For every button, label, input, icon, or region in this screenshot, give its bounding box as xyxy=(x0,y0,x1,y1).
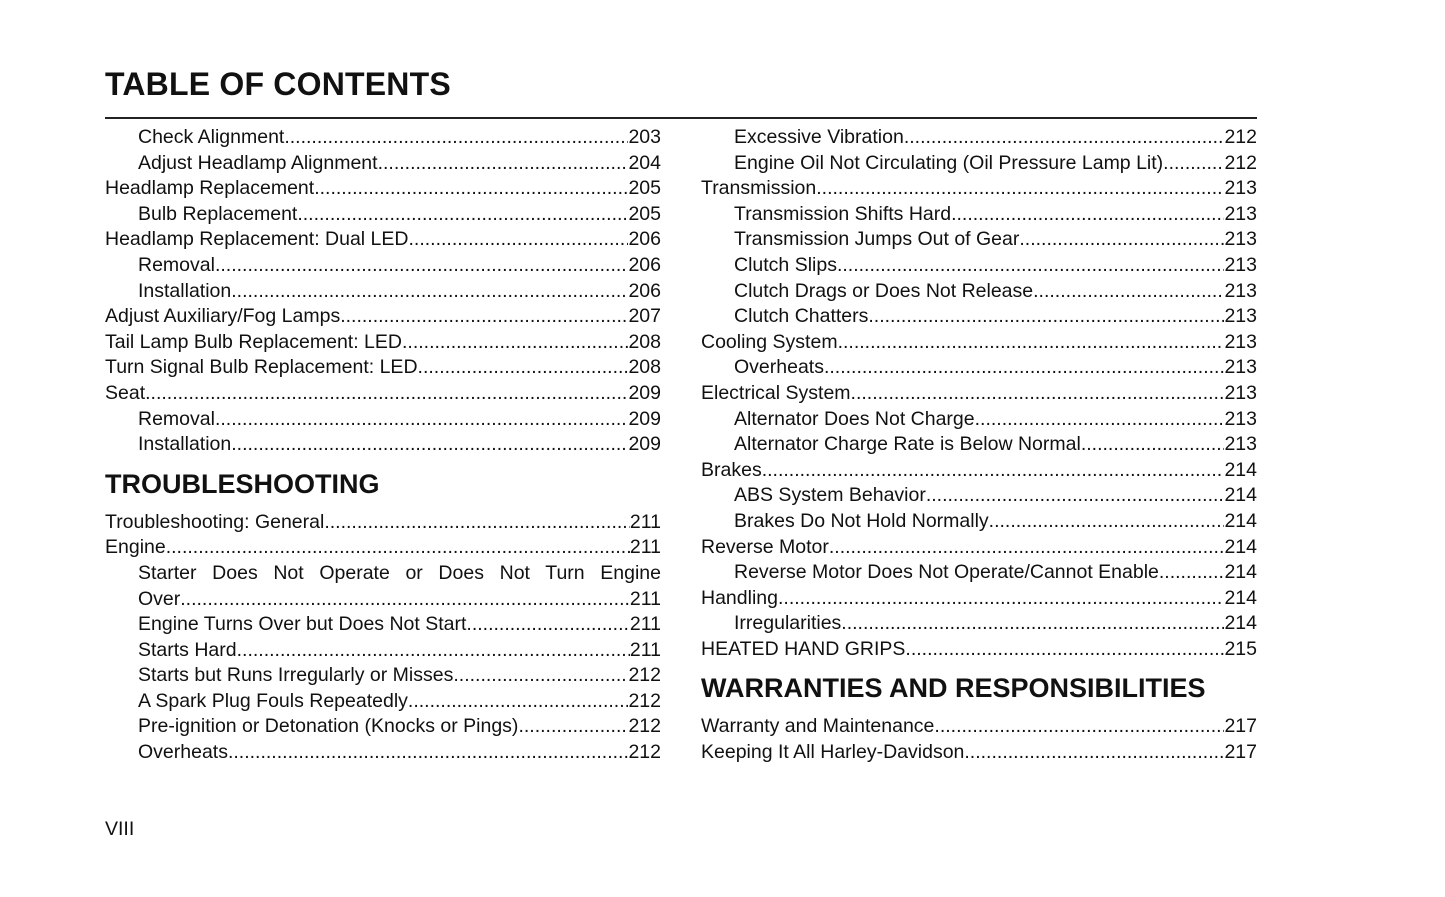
toc-entry-text: Brakes xyxy=(701,458,762,481)
toc-entry-page: 209 xyxy=(628,381,661,404)
toc-entry-page: 213 xyxy=(1224,177,1257,200)
toc-entry[interactable] xyxy=(701,304,1257,330)
toc-list-troubleshooting-a xyxy=(105,510,661,561)
toc-entry-text: Check Alignment xyxy=(138,126,285,148)
toc-entry[interactable] xyxy=(701,586,1257,612)
toc-entry-page: 213 xyxy=(1224,330,1257,353)
toc-entry-text: Transmission Jumps Out of Gear xyxy=(734,228,1020,251)
leader-dots xyxy=(378,151,629,177)
leader-dots xyxy=(231,279,628,305)
toc-entry-text: Engine Turns Over but Does Not Start xyxy=(138,613,467,636)
toc-entry-page: 213 xyxy=(1224,381,1257,404)
toc-entry-page: 212 xyxy=(1224,151,1257,174)
toc-entry-page: 208 xyxy=(628,330,661,353)
toc-entry-text-line2: Over xyxy=(138,587,181,610)
toc-entry-page: 206 xyxy=(628,253,661,276)
section-heading-warranties: WARRANTIES AND RESPONSIBILITIES xyxy=(701,673,1206,704)
toc-entry-page: 212 xyxy=(1224,126,1257,148)
toc-entry-text: Clutch Chatters xyxy=(734,305,869,328)
toc-entry-page: 214 xyxy=(1224,561,1257,584)
toc-entry-page: 211 xyxy=(629,536,661,559)
toc-entry-text: Transmission xyxy=(701,177,817,200)
toc-entry-text: Clutch Slips xyxy=(734,253,837,276)
toc-entry-page: 206 xyxy=(628,279,661,302)
leader-dots xyxy=(418,355,629,381)
leader-dots xyxy=(215,407,629,433)
toc-list-right xyxy=(701,125,1257,662)
toc-entry-page: 209 xyxy=(628,407,661,430)
toc-entry[interactable] xyxy=(701,714,1257,740)
toc-entry-text: Keeping It All Harley-Davidson xyxy=(701,741,965,764)
toc-entry-page: 213 xyxy=(1224,228,1257,251)
toc-entry[interactable] xyxy=(701,125,1257,151)
toc-entry[interactable] xyxy=(701,279,1257,305)
leader-dots xyxy=(1163,151,1224,177)
toc-entry[interactable] xyxy=(701,458,1257,484)
toc-entry-text: Excessive Vibration xyxy=(734,126,904,148)
leader-dots xyxy=(989,509,1225,535)
leader-dots xyxy=(837,253,1224,279)
toc-entry-text: HEATED HAND GRIPS xyxy=(701,637,906,660)
toc-entry[interactable] xyxy=(701,381,1257,407)
leader-dots xyxy=(1081,432,1225,458)
leader-dots xyxy=(314,176,628,202)
toc-list-troubleshooting-b xyxy=(105,612,661,766)
leader-dots xyxy=(215,253,629,279)
toc-entry-text: Seat xyxy=(105,381,146,404)
toc-entry[interactable] xyxy=(701,202,1257,228)
toc-entry-text: Turn Signal Bulb Replacement: LED xyxy=(105,356,418,379)
toc-entry-text: Overheats xyxy=(138,741,228,764)
toc-entry-text: Starts but Runs Irregularly or Misses xyxy=(138,664,454,687)
toc-entry-text: Troubleshooting: General xyxy=(105,510,325,533)
leader-dots xyxy=(297,202,628,228)
leader-dots xyxy=(409,227,629,253)
toc-entry-page: 217 xyxy=(1224,715,1257,738)
toc-entry-text: A Spark Plug Fouls Repeatedly xyxy=(138,689,408,712)
toc-entry-page: 211 xyxy=(629,510,661,533)
toc-entry[interactable] xyxy=(701,407,1257,433)
leader-dots xyxy=(841,611,1224,637)
leader-dots xyxy=(231,432,628,458)
toc-entry-page: 213 xyxy=(1224,202,1257,225)
toc-entry-text: Alternator Charge Rate is Below Normal xyxy=(734,433,1081,456)
leader-dots xyxy=(180,587,630,613)
toc-entry[interactable] xyxy=(105,638,661,664)
toc-entry-text: Adjust Auxiliary/Fog Lamps xyxy=(105,305,341,328)
toc-entry[interactable] xyxy=(105,510,661,536)
toc-entry-text: Clutch Drags or Does Not Release xyxy=(734,279,1034,302)
toc-entry-text: Brakes Do Not Hold Normally xyxy=(734,509,989,532)
leader-dots xyxy=(778,586,1224,612)
toc-list-top xyxy=(105,125,661,458)
toc-entry-page: 212 xyxy=(628,741,661,764)
leader-dots xyxy=(466,612,630,638)
toc-entry-page: 203 xyxy=(628,126,661,148)
title-divider xyxy=(105,117,1257,119)
toc-entry[interactable] xyxy=(105,176,661,202)
leader-dots xyxy=(838,330,1225,356)
leader-dots xyxy=(951,202,1224,228)
leader-dots xyxy=(453,663,628,689)
toc-entry-page: 214 xyxy=(1224,458,1257,481)
toc-entry-text: Removal xyxy=(138,253,215,276)
toc-entry[interactable] xyxy=(701,560,1257,586)
leader-dots xyxy=(324,510,630,536)
leader-dots xyxy=(1019,227,1224,253)
toc-entry-text: Installation xyxy=(138,433,232,456)
toc-entry-text: ABS System Behavior xyxy=(734,484,926,507)
toc-entry[interactable] xyxy=(105,432,661,458)
toc-entry-text: Transmission Shifts Hard xyxy=(734,202,952,225)
toc-entry-text: Pre-ignition or Detonation (Knocks or Pings) xyxy=(138,715,519,738)
toc-entry[interactable] xyxy=(105,304,661,330)
toc-entry-page: 206 xyxy=(628,228,661,251)
leader-dots xyxy=(228,740,628,766)
leader-dots xyxy=(868,304,1224,330)
toc-entry-page: 213 xyxy=(1224,305,1257,328)
toc-entry-page: 204 xyxy=(628,151,661,174)
toc-list-warranties xyxy=(701,714,1257,765)
toc-entry-page: 207 xyxy=(628,305,661,328)
page-number: VIII xyxy=(105,818,135,840)
toc-entry[interactable] xyxy=(701,176,1257,202)
toc-entry[interactable] xyxy=(105,355,661,381)
toc-entry-page: 213 xyxy=(1224,407,1257,430)
toc-entry[interactable] xyxy=(701,740,1257,766)
toc-entry-page: 212 xyxy=(628,689,661,712)
toc-entry-page: 214 xyxy=(1224,612,1257,635)
leader-dots xyxy=(1033,279,1224,305)
toc-entry[interactable] xyxy=(105,714,661,740)
toc-entry[interactable] xyxy=(105,151,661,177)
toc-entry-text: Removal xyxy=(138,407,215,430)
toc-entry[interactable] xyxy=(105,740,661,766)
toc-entry-page: 205 xyxy=(628,202,661,225)
toc-column-right xyxy=(701,125,1257,766)
toc-entry[interactable] xyxy=(105,663,661,689)
leader-dots xyxy=(975,407,1225,433)
toc-entry[interactable] xyxy=(105,612,661,638)
toc-entry-text: Starts Hard xyxy=(138,638,237,661)
toc-entry[interactable] xyxy=(105,535,661,561)
toc-entry-text: Reverse Motor Does Not Operate/Cannot Enable xyxy=(734,561,1159,584)
toc-entry[interactable] xyxy=(701,227,1257,253)
toc-entry-page: 209 xyxy=(628,433,661,456)
toc-entry-text: Overheats xyxy=(734,356,824,379)
leader-dots xyxy=(905,637,1224,663)
toc-entry-text: Bulb Replacement xyxy=(138,202,298,225)
toc-entry-text: Electrical System xyxy=(701,381,851,404)
leader-dots xyxy=(934,714,1224,740)
toc-entry[interactable] xyxy=(105,279,661,305)
toc-entry-page: 214 xyxy=(1224,586,1257,609)
toc-entry-page: 217 xyxy=(1224,741,1257,764)
toc-entry[interactable] xyxy=(701,637,1257,663)
toc-entry-text: Engine Oil Not Circulating (Oil Pressure Lamp Lit) xyxy=(734,151,1164,174)
toc-entry-wrapped[interactable] xyxy=(105,561,661,612)
toc-entry[interactable] xyxy=(701,151,1257,177)
toc-entry[interactable] xyxy=(701,611,1257,637)
toc-entry[interactable] xyxy=(105,202,661,228)
leader-dots xyxy=(237,638,630,664)
leader-dots xyxy=(829,535,1225,561)
toc-entry[interactable] xyxy=(105,407,661,433)
leader-dots xyxy=(340,304,628,330)
toc-entry[interactable] xyxy=(701,432,1257,458)
section-heading-troubleshooting: TROUBLESHOOTING xyxy=(105,468,380,499)
toc-entry-page: 208 xyxy=(628,356,661,379)
toc-entry[interactable] xyxy=(701,509,1257,535)
toc-entry-text: Adjust Headlamp Alignment xyxy=(138,151,378,174)
toc-entry-page: 214 xyxy=(1224,484,1257,507)
leader-dots xyxy=(518,714,628,740)
toc-entry-text: Handling xyxy=(701,586,778,609)
toc-entry[interactable] xyxy=(105,689,661,715)
leader-dots xyxy=(762,458,1225,484)
toc-entry-page: 212 xyxy=(628,664,661,687)
toc-entry-text: Warranty and Maintenance xyxy=(701,715,935,738)
toc-entry-text: Cooling System xyxy=(701,330,838,353)
toc-entry-text: Headlamp Replacement xyxy=(105,177,315,200)
toc-entry-text: Irregularities xyxy=(734,612,842,635)
leader-dots xyxy=(145,381,628,407)
toc-entry-continuation xyxy=(138,587,661,613)
toc-entry[interactable] xyxy=(105,253,661,279)
leader-dots xyxy=(408,689,629,715)
toc-entry-text: Alternator Does Not Charge xyxy=(734,407,975,430)
leader-dots xyxy=(926,483,1225,509)
toc-entry-page: 211 xyxy=(629,613,661,636)
leader-dots xyxy=(851,381,1225,407)
toc-entry-page: 211 xyxy=(629,638,661,661)
toc-entry-text: Headlamp Replacement: Dual LED xyxy=(105,228,409,251)
toc-entry[interactable] xyxy=(105,330,661,356)
leader-dots xyxy=(964,740,1224,766)
toc-entry-page: 213 xyxy=(1224,433,1257,456)
toc-entry-page: 215 xyxy=(1224,637,1257,660)
leader-dots xyxy=(816,176,1224,202)
toc-entry-page: 213 xyxy=(1224,253,1257,276)
leader-dots xyxy=(904,125,1225,151)
toc-entry-page: 213 xyxy=(1224,356,1257,379)
toc-entry-page: 211 xyxy=(629,587,661,610)
toc-entry[interactable] xyxy=(105,381,661,407)
leader-dots xyxy=(402,330,628,356)
toc-entry[interactable] xyxy=(701,253,1257,279)
leader-dots xyxy=(1159,560,1225,586)
toc-entry-page: 212 xyxy=(628,715,661,738)
leader-dots xyxy=(824,355,1224,381)
toc-entry-page: 214 xyxy=(1224,509,1257,532)
page-title: TABLE OF CONTENTS xyxy=(105,66,451,102)
toc-entry[interactable] xyxy=(701,535,1257,561)
toc-entry-page: 213 xyxy=(1224,279,1257,302)
toc-entry-text-line1: Starter Does Not Operate or Does Not Turn Engine xyxy=(138,561,661,584)
toc-entry[interactable] xyxy=(105,125,661,151)
toc-entry[interactable] xyxy=(105,227,661,253)
toc-entry-text: Tail Lamp Bulb Replacement: LED xyxy=(105,330,402,353)
leader-dots xyxy=(284,125,628,151)
toc-entry-text: Installation xyxy=(138,279,232,302)
toc-entry-page: 205 xyxy=(628,177,661,200)
toc-column-left xyxy=(105,125,661,766)
toc-entry[interactable] xyxy=(701,330,1257,356)
leader-dots xyxy=(166,535,630,561)
toc-entry-text: Reverse Motor xyxy=(701,535,829,558)
toc-entry[interactable] xyxy=(701,355,1257,381)
toc-entry-text: Engine xyxy=(105,536,166,559)
toc-entry-page: 214 xyxy=(1224,535,1257,558)
toc-entry[interactable] xyxy=(701,483,1257,509)
